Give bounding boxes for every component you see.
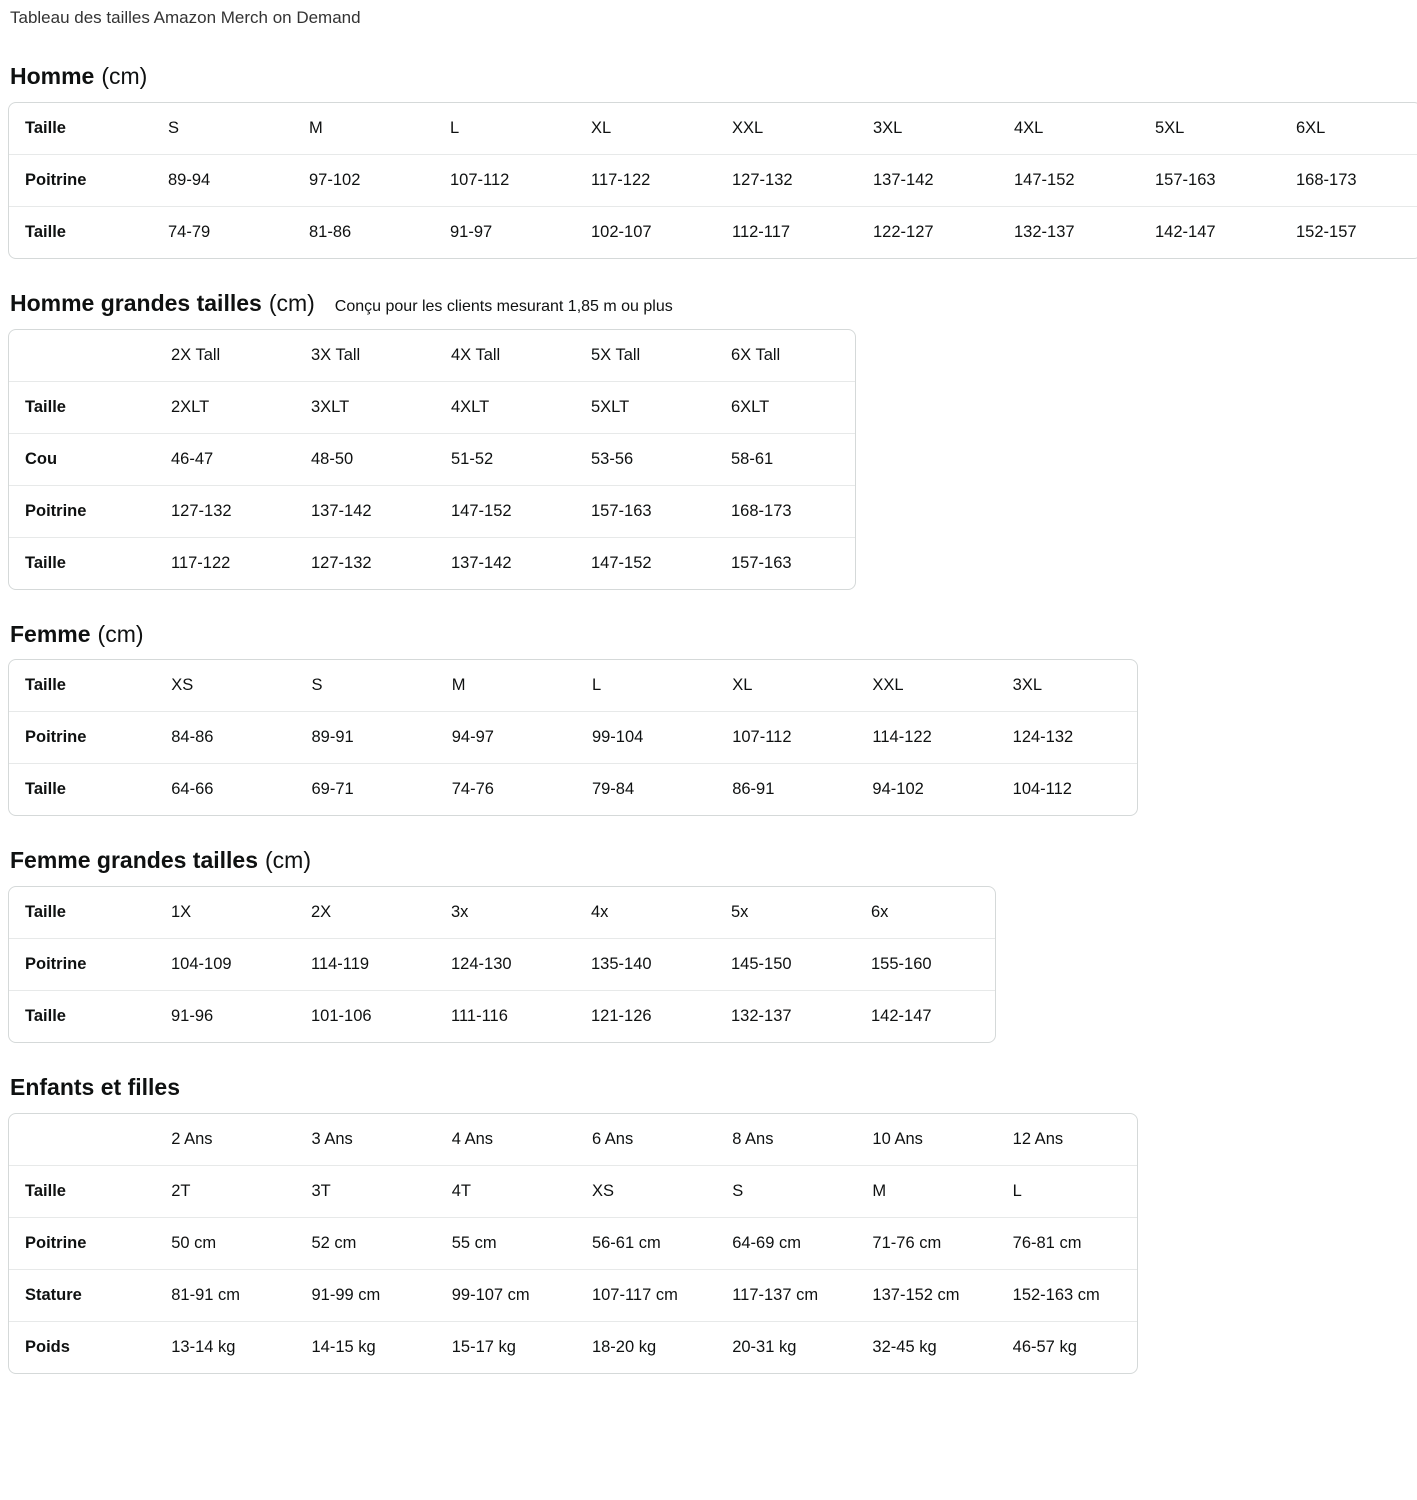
cell: 6 Ans [576,1114,716,1166]
cell: 4XL [998,103,1139,155]
cell: 147-152 [435,486,575,538]
cell: XXL [716,103,857,155]
cell: 112-117 [732,222,791,241]
cell: 3 Ans [295,1114,435,1166]
cell: 114-122 [856,712,996,764]
cell: 91-96 [171,1007,214,1026]
cell: 107-112 [716,712,856,764]
cell: 117-137 cm [716,1270,856,1322]
cell: 64-66 [171,780,214,799]
cell: 132-137 [1014,222,1075,241]
cell: S [152,103,293,155]
cell: 71-76 cm [856,1218,996,1270]
section-heading-homme [10,62,1409,92]
cell: 2XLT [155,382,295,434]
table-femme [8,659,1138,816]
cell: 135-140 [575,939,715,991]
cell: 4XLT [435,382,575,434]
cell: 121-126 [591,1007,652,1026]
cell: 89-94 [152,155,293,207]
cell: 53-56 [575,434,715,486]
cell: 5x [715,887,855,939]
cell: 3XLT [295,382,435,434]
page-title: Tableau des tailles Amazon Merch on Demand [10,8,361,27]
cell: 2X [295,887,435,939]
cell: 76-81 cm [997,1218,1137,1270]
cell: 137-142 [295,486,435,538]
cell: 86-91 [732,780,775,799]
table-row [9,939,995,991]
row-label: Taille [25,222,66,241]
table-row [9,103,1417,155]
cell: 4 Ans [436,1114,576,1166]
row-label: Taille [9,887,155,939]
cell: 168-173 [1280,155,1417,207]
table-homme-grandes-tailles [8,329,856,590]
table-row [9,538,855,589]
cell: 46-57 kg [1012,1338,1077,1357]
cell: 13-14 kg [171,1338,236,1357]
cell: M [436,660,576,712]
cell: 99-104 [576,712,716,764]
cell: 18-20 kg [591,1338,657,1357]
cell: XL [575,103,716,155]
cell: 4X Tall [435,330,575,382]
cell: 104-112 [1012,780,1072,799]
cell: 2 Ans [155,1114,295,1166]
section-heading-enfants-et-filles [10,1073,1409,1103]
table-row [9,1166,1137,1218]
table-row [9,991,995,1042]
table-enfants-et-filles [8,1113,1138,1374]
table-row [9,1114,1137,1166]
cell: L [434,103,575,155]
cell: 6XLT [715,382,855,434]
cell: 107-117 cm [576,1270,716,1322]
cell: 114-119 [295,939,435,991]
section-title: Enfants et filles [10,1074,180,1101]
table-row [9,712,1137,764]
cell: 89-91 [295,712,435,764]
cell: 4T [436,1166,576,1218]
cell: 50 cm [155,1218,295,1270]
cell: 10 Ans [856,1114,996,1166]
cell: 64-69 cm [716,1218,856,1270]
cell: 5X Tall [575,330,715,382]
row-label: Poitrine [9,939,155,991]
section-unit: (cm) [268,289,315,316]
cell: 3X Tall [295,330,435,382]
cell: 104-109 [155,939,295,991]
cell: 152-157 [1296,222,1357,241]
cell: 2T [155,1166,295,1218]
cell: S [295,660,435,712]
cell: 137-142 [857,155,998,207]
cell: 79-84 [591,780,635,799]
cell: 3x [435,887,575,939]
cell: 142-147 [871,1007,932,1026]
row-label [9,1114,155,1166]
cell: M [856,1166,996,1218]
row-label: Taille [9,1166,155,1218]
table-row [9,1270,1137,1322]
cell: 81-86 [309,222,352,241]
row-label: Taille [25,553,66,572]
table-row [9,382,855,434]
cell: 132-137 [731,1007,792,1026]
section-title: Femme [10,620,91,647]
cell: 46-47 [155,434,295,486]
section-note: Conçu pour les clients mesurant 1,85 m ou plus [334,297,673,315]
row-label: Stature [9,1270,155,1322]
table-row [9,764,1137,815]
cell: 56-61 cm [576,1218,716,1270]
cell: XS [155,660,295,712]
cell: 124-132 [997,712,1137,764]
cell: 1X [155,887,295,939]
section-title: Homme grandes tailles [10,289,262,316]
cell: 6x [855,887,995,939]
section-unit: (cm) [101,62,148,89]
table-row [9,434,855,486]
cell: 94-102 [872,780,924,799]
cell: 12 Ans [997,1114,1137,1166]
row-label: Poids [25,1338,70,1357]
cell: 69-71 [311,780,354,799]
cell: 155-160 [855,939,995,991]
section-heading-homme-grandes-tailles [10,289,1409,319]
cell: 137-152 cm [856,1270,996,1322]
cell: 99-107 cm [436,1270,576,1322]
table-homme [8,102,1417,259]
cell: 147-152 [591,553,652,572]
cell: 157-163 [575,486,715,538]
cell: 6XL [1280,103,1417,155]
cell: 91-97 [450,222,493,241]
cell: 117-122 [575,155,716,207]
cell: 55 cm [436,1218,576,1270]
section-title: Femme grandes tailles [10,847,258,874]
cell: 157-163 [731,553,792,572]
row-label: Taille [25,780,66,799]
cell: XXL [856,660,996,712]
row-label: Poitrine [9,1218,155,1270]
cell: 8 Ans [716,1114,856,1166]
row-label: Taille [25,1007,66,1026]
row-label: Taille [9,382,155,434]
cell: 97-102 [293,155,434,207]
cell: 3T [295,1166,435,1218]
table-femme-grandes-tailles [8,886,996,1043]
row-label: Taille [9,660,155,712]
cell: 52 cm [295,1218,435,1270]
cell: 117-122 [171,553,231,572]
table-row [9,660,1137,712]
cell: S [716,1166,856,1218]
cell: 127-132 [716,155,857,207]
cell: 127-132 [155,486,295,538]
table-row [9,486,855,538]
cell: M [293,103,434,155]
cell: 101-106 [311,1007,372,1026]
section-unit: (cm) [97,620,144,647]
cell: 51-52 [435,434,575,486]
cell: 20-31 kg [732,1338,797,1357]
cell: XL [716,660,856,712]
cell: 84-86 [155,712,295,764]
row-label [9,330,155,382]
cell: 4x [575,887,715,939]
cell: 6X Tall [715,330,855,382]
row-label: Cou [9,434,155,486]
cell: 152-163 cm [997,1270,1137,1322]
cell: 124-130 [435,939,575,991]
cell: XS [576,1166,716,1218]
cell: 74-79 [168,222,211,241]
cell: 5XL [1139,103,1280,155]
row-label: Taille [9,103,152,155]
section-heading-femme [10,620,1409,650]
cell: 145-150 [715,939,855,991]
cell: 14-15 kg [311,1338,376,1357]
cell: L [997,1166,1137,1218]
cell: 32-45 kg [872,1338,937,1357]
section-heading-femme-grandes-tailles [10,846,1409,876]
row-label: Poitrine [9,486,155,538]
cell: 102-107 [591,222,652,241]
bottom-spacer [8,1374,1409,1398]
cell: 107-112 [434,155,575,207]
cell: 111-116 [451,1007,508,1026]
cell: 3XL [857,103,998,155]
cell: 5XLT [575,382,715,434]
cell: 3XL [997,660,1137,712]
section-unit: (cm) [265,847,311,874]
cell: 91-99 cm [295,1270,435,1322]
cell: 58-61 [715,434,855,486]
cell: L [576,660,716,712]
cell: 74-76 [451,780,494,799]
cell: 137-142 [451,553,512,572]
cell: 122-127 [873,222,934,241]
cell: 2X Tall [155,330,295,382]
cell: 94-97 [436,712,576,764]
cell: 15-17 kg [451,1338,516,1357]
cell: 168-173 [715,486,855,538]
row-label: Poitrine [9,155,152,207]
section-title: Homme [10,62,95,89]
cell: 81-91 cm [155,1270,295,1322]
table-row [9,155,1417,207]
table-row [9,1322,1137,1373]
table-row [9,207,1417,258]
cell: 147-152 [998,155,1139,207]
cell: 157-163 [1139,155,1280,207]
row-label: Poitrine [9,712,155,764]
cell: 127-132 [311,553,372,572]
cell: 48-50 [295,434,435,486]
table-row [9,330,855,382]
table-row [9,887,995,939]
table-row [9,1218,1137,1270]
cell: 142-147 [1155,222,1216,241]
